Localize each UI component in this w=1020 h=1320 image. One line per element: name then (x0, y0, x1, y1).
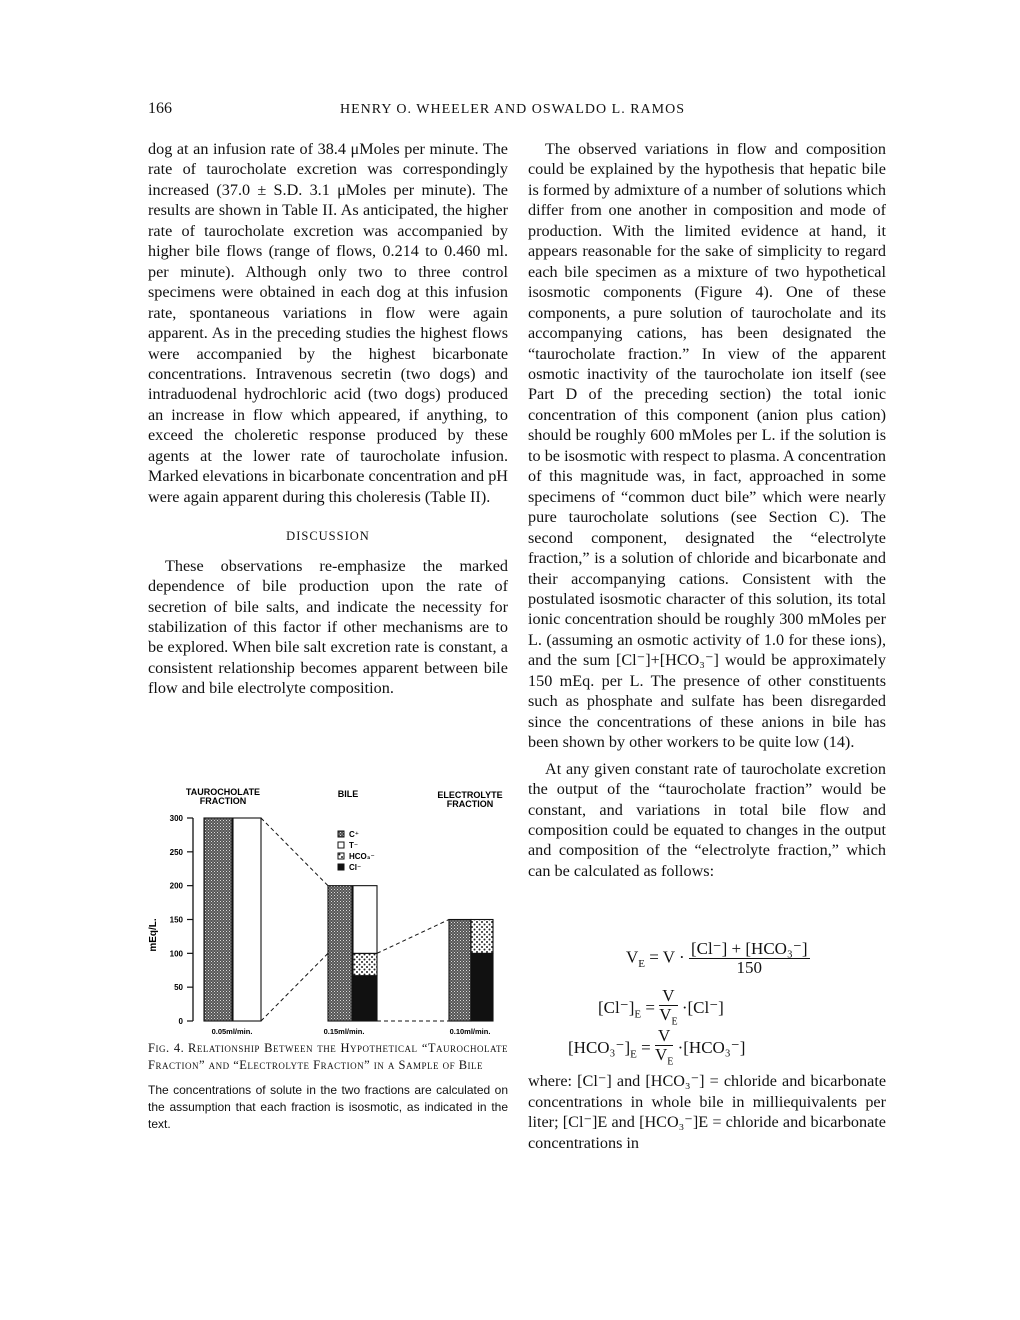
bar-segment (353, 886, 377, 954)
bar-segment (353, 953, 377, 975)
y-ticks (170, 814, 193, 1026)
paragraph: dog at an infusion rate of 38.4 μMoles per minute. The rate of taurocholate excretion was correspondingly increased (37.0 ± S.D. 3.1 μMoles per minute). The results are shown in Table II. As anticipated, the higher rate of taurocholate excretion was accompanied by higher bile flows (range of flows, 0.214 to 0.460 ml. per minute). Although only two to three control specimens were obtained in each dog at this infusion rate, spontaneous variations in flow were again apparent. As in the preceding studies the highest flows were accompanied by the highest bicarbonate concentrations. Intravenous secretin (two dogs) and intraduodenal hydrochloric acid (two dogs) produced an increase in flow which appeared, if anything, to exceed the choleretic response produced by these agents at the lower rate of taurocholate infusion. Marked elevations in bicarbonate concentration and pH were again apparent during this choleresis (Table II). (148, 140, 508, 506)
figure-4 (148, 778, 508, 1043)
y-tick-label: 50 (174, 983, 183, 993)
equation-cl: $[Cl^-]_E$ = $\frac{V}{V_E}$ ·[Cl⁻] (598, 986, 724, 1028)
caption-title: Relationship Between the Hypothetical “Taurocholate Fraction” and “Electrolyte Fraction” in a Sample of Bile (148, 1041, 508, 1072)
flow-label: 0.10ml/min. (449, 1027, 491, 1036)
figure-caption (148, 1040, 508, 1133)
legend-label: T⁻ (349, 841, 359, 850)
y-tick-label: 100 (169, 949, 183, 959)
legend-label: HCO₃⁻ (349, 852, 375, 861)
equation-ve: $V_E = V$ · $\frac{\text{[Cl⁻] + [HCO₃⁻]}}{150}$ (626, 939, 808, 977)
legend-label: Cl⁻ (349, 863, 362, 872)
bar-segment (328, 886, 352, 1021)
y-axis-label: mEq/L. (148, 918, 159, 952)
page-number: 166 (148, 100, 172, 117)
right-column (528, 139, 886, 881)
header-electrolyte-2: FRACTION (446, 799, 494, 809)
bar-segment (449, 920, 471, 1022)
header-electrolyte-1: ELECTROLYTE (437, 790, 503, 800)
caption-label: Fig. 4. (148, 1041, 185, 1055)
y-tick-label: 200 (169, 881, 183, 891)
section-heading-discussion: DISCUSSION (286, 529, 370, 544)
flow-labels (212, 1027, 491, 1036)
connector-line (261, 953, 328, 1021)
bar-segment (471, 920, 493, 954)
caption-note: The concentrations of solute in the two fractions are calculated on the assumption that each fraction is isosmotic, as indicated in the text. (148, 1083, 508, 1131)
paragraph: The observed variations in flow and composition could be explained by the hypothesis that hepatic bile is formed by admixture of a number of solutions which differ from one another in composition and mode of production. With the limited evidence at hand, it appears reasonable for the sake of simplicity to regard each bile specimen as a mixture of two hypothetical isosmotic components (Figure 4). One of these components, a pure solution of taurocholate and its accompanying cations, has been designated the “taurocholate fraction.” In view of the apparent osmotic inactivity of the taurocholate ion itself (see Part D of the preceding section) the total ionic concentration of this component (anion plus cation) should be roughly 600 mMoles per L. if the solution is to be isosmotic with respect to plasma. A concentration of this magnitude was, in fact, approached in some specimens of “common duct bile” which were nearly pure taurocholate solutions (see Section C). The second component, designated the “electrolyte fraction,” is a solution of chloride and bicarbonate and their accompanying cations. Consistent with the postulated isosmotic character of this solution, its total ionic concentration should be roughly 300 mMoles per L. (assuming an osmotic activity of 1.0 for these ions), and the sum [Cl⁻]+[HCO₃⁻] would be approximately 150 mEq. per L. The presence of other constituents such as phosphate and sulfate has been disregarded since the concentrations of these anions in bile has been shown by other workers to be quite low (14). (528, 140, 886, 752)
legend-swatch (338, 831, 344, 837)
header-taurocholate-1: TAUROCHOLATE (185, 787, 261, 797)
left-column (148, 139, 508, 699)
paragraph-where: where: [Cl⁻] and [HCO₃⁻] = chloride and bicarbonate concentrations in whole bile in milliequivalents per liter; [Cl⁻]E and [HCO₃⁻]E = chloride and bicarbonate concentrations in (528, 1072, 886, 1152)
running-head: HENRY O. WHEELER AND OSWALDO L. RAMOS (340, 102, 685, 117)
bar-segment (233, 818, 261, 1021)
y-tick-label: 300 (169, 814, 183, 823)
flow-label: 0.05ml/min. (211, 1027, 253, 1036)
legend-swatch (338, 853, 344, 859)
legend-swatch (338, 864, 344, 870)
legend-label: C⁺ (349, 830, 359, 839)
figure-4-chart (148, 778, 508, 1043)
flow-label: 0.15ml/min. (323, 1027, 365, 1036)
y-tick-label: 150 (169, 915, 183, 925)
header-taurocholate-2: FRACTION (199, 796, 247, 806)
equation-hco3: $[HCO_3^-]_E$ = $\frac{V}{V_E}$ ·[HCO₃⁻] (568, 1026, 746, 1068)
connector-line (261, 818, 328, 886)
y-tick-label: 250 (169, 847, 183, 857)
paragraph: These observations re-emphasize the marked dependence of bile production upon the rate of secretion of bile salts, and indicate the necessity for stabilization of this factor if other mechanisms are to be explored. When bile salt excretion rate is constant, a consistent relationship becomes apparent between bile flow and bile electrolyte composition. (148, 556, 508, 698)
header-bile: BILE (337, 789, 359, 799)
paragraph: At any given constant rate of taurocholate excretion the output of the “taurocholate fraction” would be constant, and variations in total bile flow and composition could be equated to changes in the output and composition of the “electrolyte fraction,” which can be calculated as follows: (528, 759, 886, 880)
y-tick-label: 0 (178, 1017, 183, 1026)
bar-segment (471, 953, 493, 1021)
bar-segment (204, 818, 232, 1021)
legend-swatch (338, 842, 344, 848)
legend (338, 830, 375, 872)
bar-segment (353, 976, 377, 1021)
connector-line (377, 920, 449, 954)
